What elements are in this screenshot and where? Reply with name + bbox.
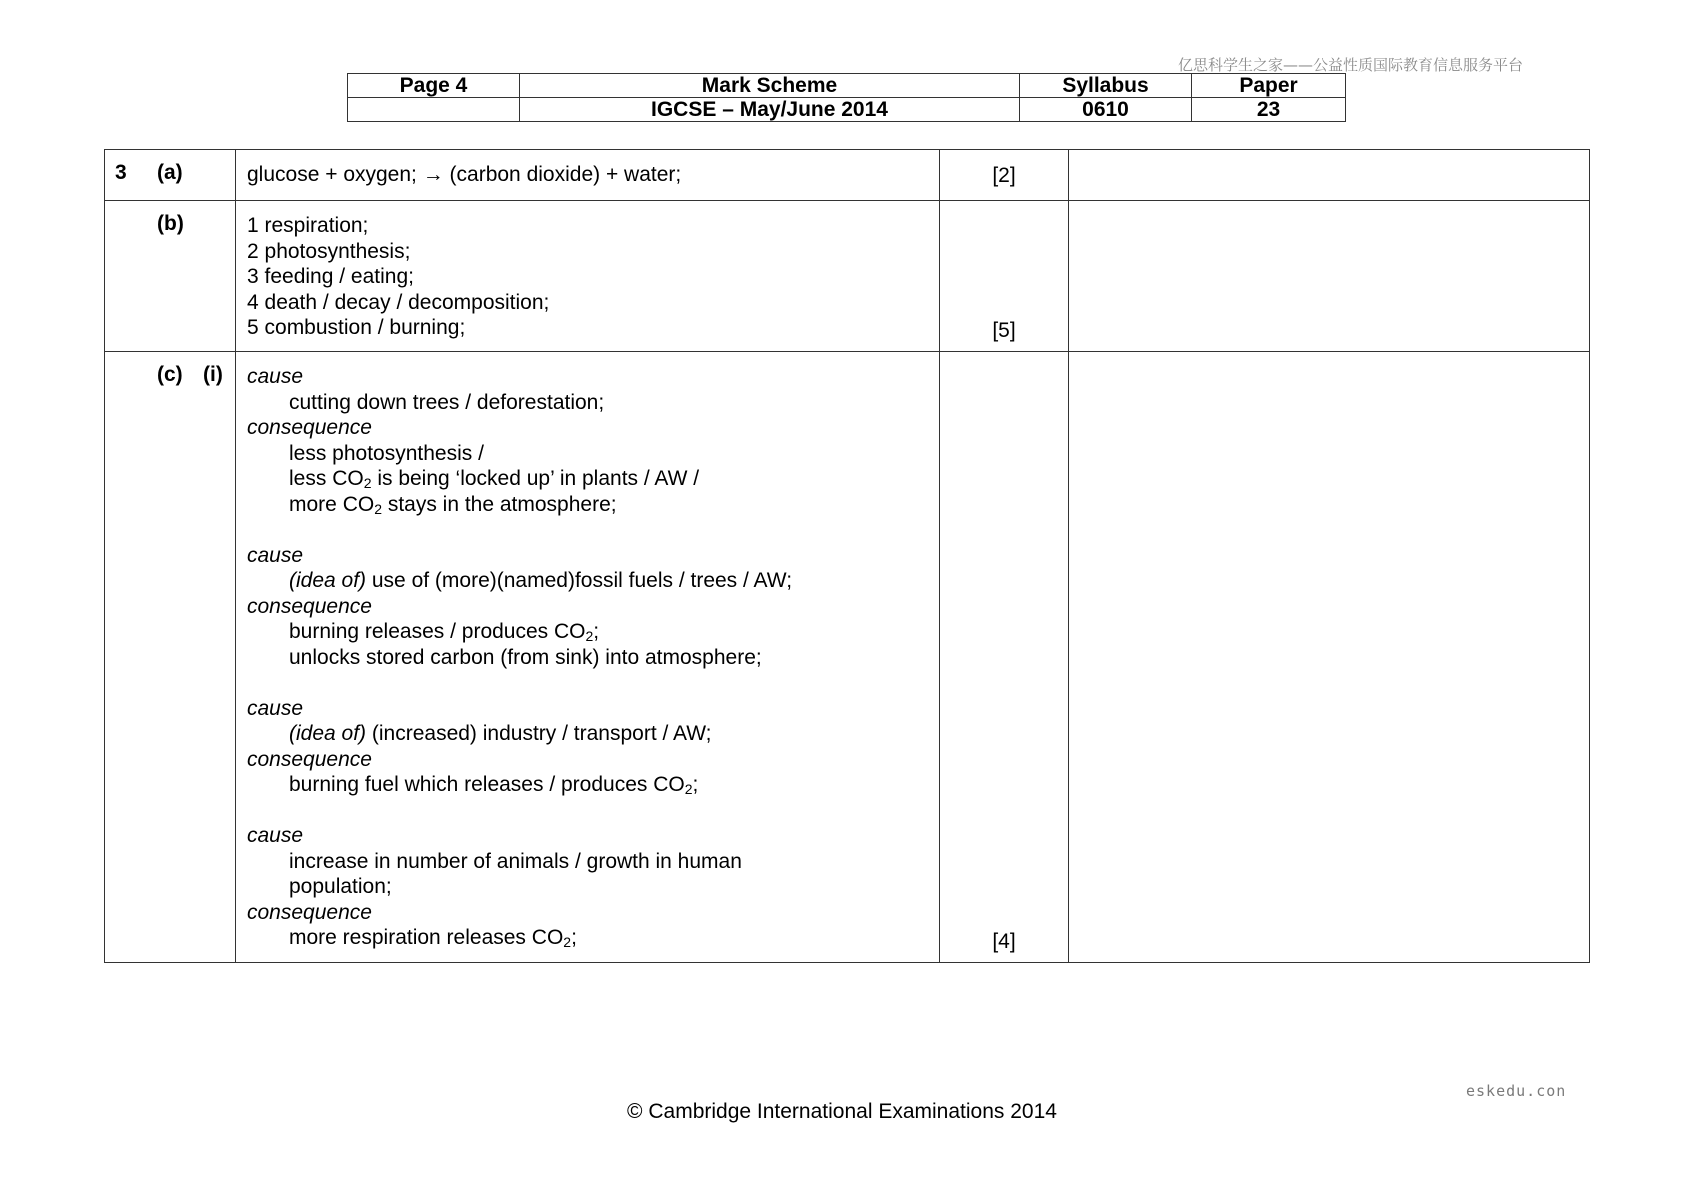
answer-line: more $CO_2$ stays in the atmosphere; — [289, 492, 617, 517]
answer-line: 5 combustion / burning; — [247, 316, 466, 339]
guidance-cell-3a — [1069, 150, 1590, 201]
answer-line: cutting down trees / deforestation; — [289, 390, 605, 414]
consequence-label: consequence — [247, 900, 372, 924]
header-title: Mark Scheme — [520, 74, 1020, 98]
answer-line: burning fuel which releases / produces $CO_2$; — [289, 773, 699, 797]
copyright-footer: © Cambridge International Examinations 2014 — [627, 1100, 1057, 1123]
guidance-cell-3b — [1069, 201, 1590, 352]
header-table — [347, 73, 1346, 122]
answer-line: 2 photosynthesis; — [247, 239, 411, 263]
row-3b — [105, 201, 1590, 352]
answer-line: (idea of) (increased) industry / transport / AW; — [289, 722, 712, 745]
mark-value: [5] — [992, 318, 1016, 342]
mark-value: [2] — [992, 164, 1016, 187]
header-syllabus-label: Syllabus — [1020, 74, 1192, 98]
header-exam: IGCSE – May/June 2014 — [520, 98, 1020, 122]
part-label: (c) — [157, 363, 183, 386]
header-row-1 — [348, 74, 1346, 98]
question-cell-3c-i — [105, 352, 236, 963]
answer-line: 4 death / decay / decomposition; — [247, 290, 550, 314]
consequence-label: consequence — [247, 416, 372, 439]
consequence-label: consequence — [247, 747, 372, 771]
header-paper-label: Paper — [1192, 74, 1346, 98]
answer-line: (idea of) use of (more)(named)fossil fuels / trees / AW; — [289, 569, 793, 592]
answer-cell-3c-i — [236, 352, 940, 963]
answer-line: less photosynthesis / — [289, 441, 484, 465]
mark-value: [4] — [992, 929, 1016, 953]
answer-line: unlocks stored carbon (from sink) into atmosphere; — [289, 645, 762, 669]
answer-line: less $CO_2$ is being ‘locked up’ in plants / AW / — [289, 467, 700, 491]
header-row-2 — [348, 98, 1346, 122]
answer-cell-3b — [236, 201, 940, 352]
answer-line: increase in number of animals / growth in human — [289, 849, 742, 873]
cause-label: cause — [247, 365, 304, 388]
question-number: 3 — [115, 161, 127, 184]
header-page: Page 4 — [348, 74, 520, 98]
arrow-icon: → — [422, 163, 444, 186]
question-cell-3b — [105, 201, 236, 352]
header-blank — [348, 98, 520, 122]
part-label: (a) — [157, 161, 183, 184]
mark-cell-3b — [940, 201, 1069, 352]
consequence-label: consequence — [247, 594, 372, 618]
guidance-cell-3c-i — [1069, 352, 1590, 963]
cause-label: cause — [247, 543, 304, 567]
row-3c-i — [105, 352, 1590, 963]
answer-text: glucose + oxygen; — [247, 163, 423, 186]
answer-cell-3a — [236, 150, 940, 201]
answer-line: burning releases / produces $CO_2$; — [289, 620, 600, 644]
part-label: (b) — [157, 212, 184, 235]
watermark-top: 亿思科学生之家——公益性质国际教育信息服务平台 — [1178, 56, 1524, 74]
header-paper-number: 23 — [1192, 98, 1346, 122]
cause-label: cause — [247, 824, 304, 847]
mark-scheme-table — [104, 149, 1590, 963]
answer-line: more respiration releases $CO_2$; — [289, 926, 577, 950]
mark-cell-3a — [940, 150, 1069, 201]
header-syllabus-code: 0610 — [1020, 98, 1192, 122]
answer-line: population; — [289, 875, 392, 898]
answer-line: 3 feeding / eating; — [247, 265, 414, 288]
watermark-bottom: eskedu.con — [1466, 1082, 1567, 1100]
cause-label: cause — [247, 696, 304, 720]
answer-line: 1 respiration; — [247, 214, 369, 237]
mark-cell-3c-i — [940, 352, 1069, 963]
row-3a — [105, 150, 1590, 201]
subpart-label: (i) — [203, 363, 223, 386]
answer-text: (carbon dioxide) + water; — [443, 163, 682, 186]
question-cell-3a — [105, 150, 236, 201]
